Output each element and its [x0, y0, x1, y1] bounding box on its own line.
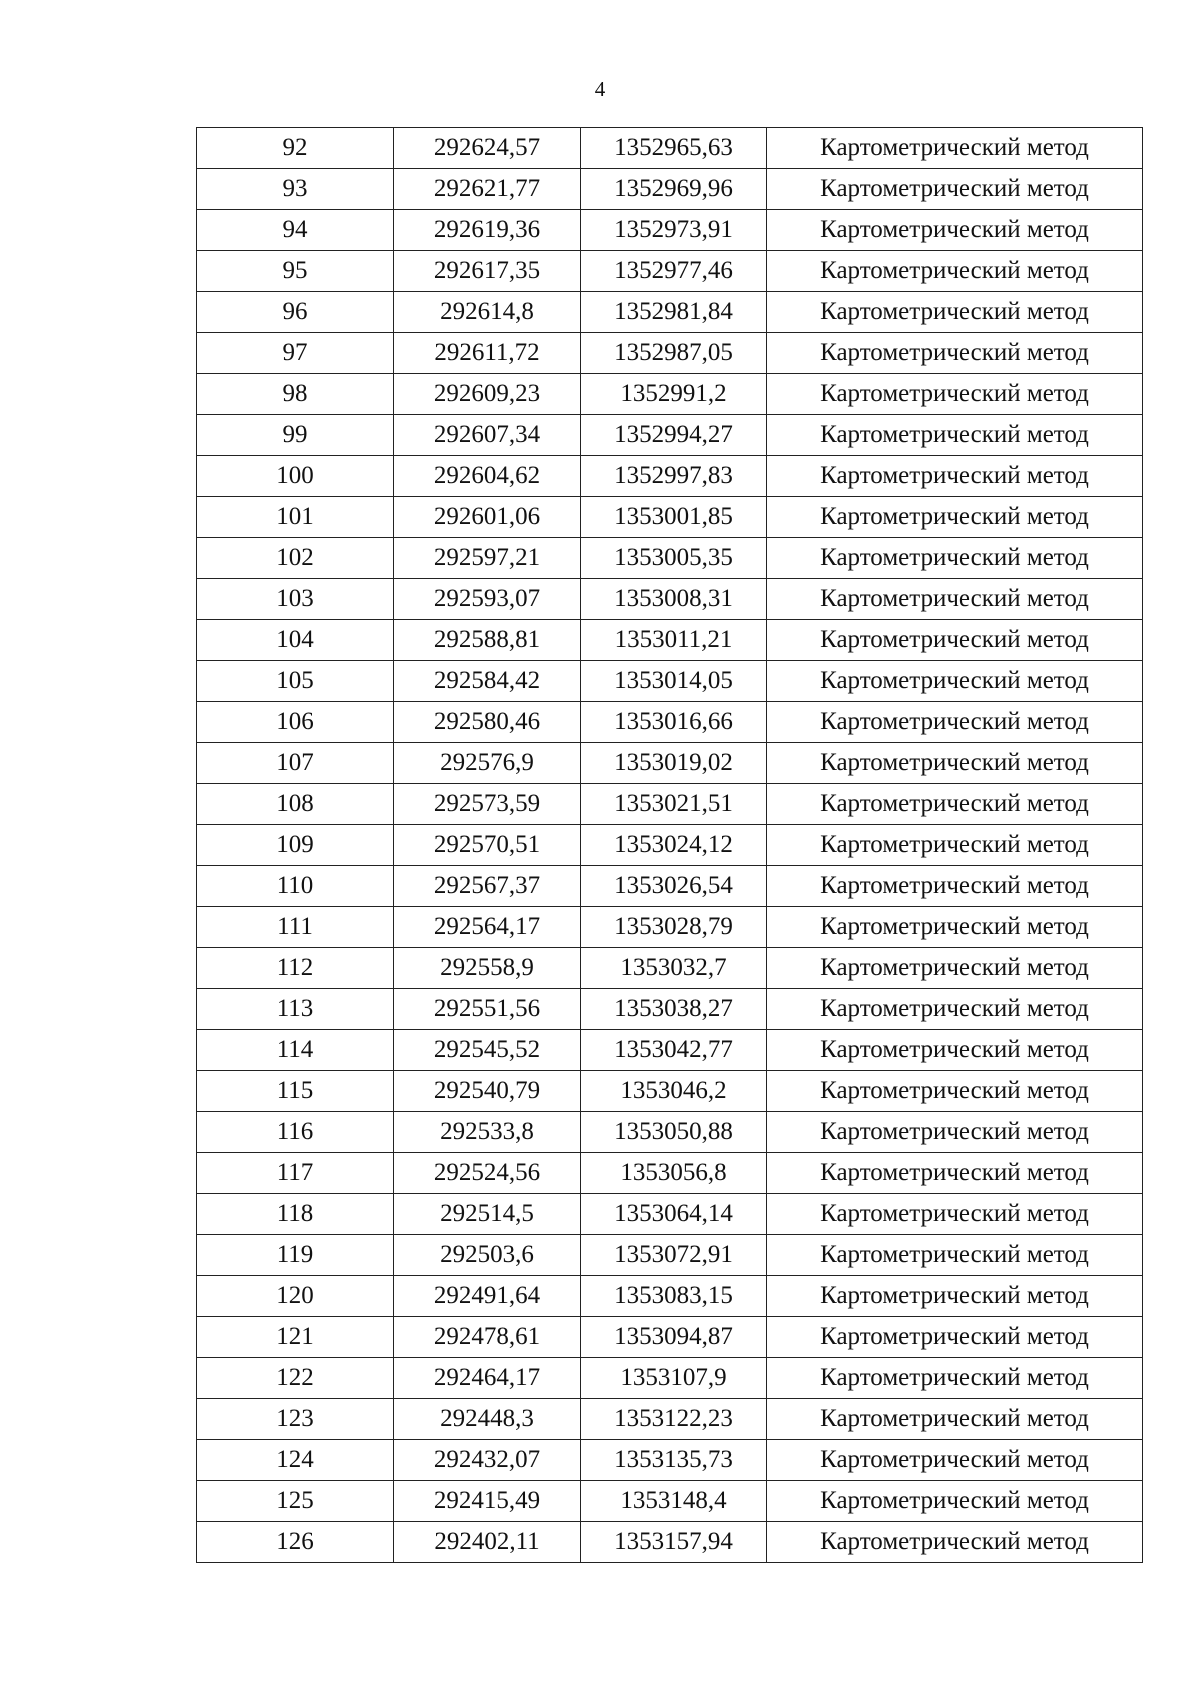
x-coordinate-cell: 292448,3: [394, 1399, 581, 1440]
x-coordinate-cell: 292619,36: [394, 210, 581, 251]
method-cell: Картометрический метод: [767, 661, 1143, 702]
method-cell: Картометрический метод: [767, 1112, 1143, 1153]
point-number-cell: 108: [197, 784, 394, 825]
y-coordinate-cell: 1352987,05: [581, 333, 767, 374]
table-row: [197, 825, 1143, 866]
method-cell: Картометрический метод: [767, 210, 1143, 251]
table-row: [197, 989, 1143, 1030]
table-row: [197, 743, 1143, 784]
x-coordinate-cell: 292588,81: [394, 620, 581, 661]
method-cell: Картометрический метод: [767, 333, 1143, 374]
point-number-cell: 101: [197, 497, 394, 538]
table-row: [197, 1358, 1143, 1399]
point-number-cell: 106: [197, 702, 394, 743]
method-cell: Картометрический метод: [767, 784, 1143, 825]
method-cell: Картометрический метод: [767, 1194, 1143, 1235]
point-number-cell: 125: [197, 1481, 394, 1522]
point-number-cell: 123: [197, 1399, 394, 1440]
method-cell: Картометрический метод: [767, 1522, 1143, 1563]
y-coordinate-cell: 1353046,2: [581, 1071, 767, 1112]
table-row: [197, 1522, 1143, 1563]
y-coordinate-cell: 1352991,2: [581, 374, 767, 415]
x-coordinate-cell: 292564,17: [394, 907, 581, 948]
x-coordinate-cell: 292432,07: [394, 1440, 581, 1481]
x-coordinate-cell: 292597,21: [394, 538, 581, 579]
point-number-cell: 115: [197, 1071, 394, 1112]
table-row: [197, 374, 1143, 415]
method-cell: Картометрический метод: [767, 538, 1143, 579]
table-row: [197, 866, 1143, 907]
x-coordinate-cell: 292567,37: [394, 866, 581, 907]
table-row: [197, 620, 1143, 661]
y-coordinate-cell: 1353014,05: [581, 661, 767, 702]
method-cell: Картометрический метод: [767, 128, 1143, 169]
y-coordinate-cell: 1353148,4: [581, 1481, 767, 1522]
y-coordinate-cell: 1352965,63: [581, 128, 767, 169]
table-row: [197, 456, 1143, 497]
point-number-cell: 124: [197, 1440, 394, 1481]
y-coordinate-cell: 1353122,23: [581, 1399, 767, 1440]
x-coordinate-cell: 292584,42: [394, 661, 581, 702]
point-number-cell: 121: [197, 1317, 394, 1358]
y-coordinate-cell: 1353005,35: [581, 538, 767, 579]
point-number-cell: 112: [197, 948, 394, 989]
y-coordinate-cell: 1352981,84: [581, 292, 767, 333]
table-row: [197, 210, 1143, 251]
table-row: [197, 948, 1143, 989]
table-row: [197, 333, 1143, 374]
point-number-cell: 110: [197, 866, 394, 907]
method-cell: Картометрический метод: [767, 374, 1143, 415]
method-cell: Картометрический метод: [767, 825, 1143, 866]
x-coordinate-cell: 292621,77: [394, 169, 581, 210]
coordinates-table-body: [197, 128, 1143, 1563]
x-coordinate-cell: 292540,79: [394, 1071, 581, 1112]
method-cell: Картометрический метод: [767, 1153, 1143, 1194]
y-coordinate-cell: 1353157,94: [581, 1522, 767, 1563]
method-cell: Картометрический метод: [767, 1235, 1143, 1276]
y-coordinate-cell: 1353107,9: [581, 1358, 767, 1399]
x-coordinate-cell: 292604,62: [394, 456, 581, 497]
y-coordinate-cell: 1352994,27: [581, 415, 767, 456]
x-coordinate-cell: 292478,61: [394, 1317, 581, 1358]
table-row: [197, 415, 1143, 456]
method-cell: Картометрический метод: [767, 1440, 1143, 1481]
point-number-cell: 120: [197, 1276, 394, 1317]
method-cell: Картометрический метод: [767, 169, 1143, 210]
method-cell: Картометрический метод: [767, 1399, 1143, 1440]
point-number-cell: 126: [197, 1522, 394, 1563]
method-cell: Картометрический метод: [767, 1317, 1143, 1358]
x-coordinate-cell: 292402,11: [394, 1522, 581, 1563]
method-cell: Картометрический метод: [767, 1276, 1143, 1317]
point-number-cell: 97: [197, 333, 394, 374]
table-row: [197, 538, 1143, 579]
x-coordinate-cell: 292464,17: [394, 1358, 581, 1399]
point-number-cell: 96: [197, 292, 394, 333]
y-coordinate-cell: 1353094,87: [581, 1317, 767, 1358]
table-row: [197, 1317, 1143, 1358]
y-coordinate-cell: 1353028,79: [581, 907, 767, 948]
point-number-cell: 92: [197, 128, 394, 169]
table-row: [197, 702, 1143, 743]
y-coordinate-cell: 1353050,88: [581, 1112, 767, 1153]
y-coordinate-cell: 1353032,7: [581, 948, 767, 989]
y-coordinate-cell: 1353021,51: [581, 784, 767, 825]
method-cell: Картометрический метод: [767, 292, 1143, 333]
x-coordinate-cell: 292607,34: [394, 415, 581, 456]
y-coordinate-cell: 1353056,8: [581, 1153, 767, 1194]
table-row: [197, 1276, 1143, 1317]
x-coordinate-cell: 292524,56: [394, 1153, 581, 1194]
y-coordinate-cell: 1352997,83: [581, 456, 767, 497]
y-coordinate-cell: 1353016,66: [581, 702, 767, 743]
method-cell: Картометрический метод: [767, 1071, 1143, 1112]
y-coordinate-cell: 1353011,21: [581, 620, 767, 661]
point-number-cell: 100: [197, 456, 394, 497]
table-row: [197, 128, 1143, 169]
x-coordinate-cell: 292415,49: [394, 1481, 581, 1522]
point-number-cell: 109: [197, 825, 394, 866]
y-coordinate-cell: 1353072,91: [581, 1235, 767, 1276]
y-coordinate-cell: 1353135,73: [581, 1440, 767, 1481]
point-number-cell: 105: [197, 661, 394, 702]
x-coordinate-cell: 292533,8: [394, 1112, 581, 1153]
x-coordinate-cell: 292624,57: [394, 128, 581, 169]
x-coordinate-cell: 292609,23: [394, 374, 581, 415]
method-cell: Картометрический метод: [767, 620, 1143, 661]
x-coordinate-cell: 292611,72: [394, 333, 581, 374]
table-row: [197, 292, 1143, 333]
point-number-cell: 107: [197, 743, 394, 784]
x-coordinate-cell: 292545,52: [394, 1030, 581, 1071]
point-number-cell: 113: [197, 989, 394, 1030]
x-coordinate-cell: 292601,06: [394, 497, 581, 538]
method-cell: Картометрический метод: [767, 948, 1143, 989]
method-cell: Картометрический метод: [767, 497, 1143, 538]
method-cell: Картометрический метод: [767, 415, 1143, 456]
table-row: [197, 1112, 1143, 1153]
table-row: [197, 1030, 1143, 1071]
page-number: 4: [594, 77, 606, 101]
method-cell: Картометрический метод: [767, 251, 1143, 292]
point-number-cell: 119: [197, 1235, 394, 1276]
table-row: [197, 251, 1143, 292]
y-coordinate-cell: 1352977,46: [581, 251, 767, 292]
method-cell: Картометрический метод: [767, 456, 1143, 497]
y-coordinate-cell: 1353026,54: [581, 866, 767, 907]
table-row: [197, 579, 1143, 620]
y-coordinate-cell: 1352973,91: [581, 210, 767, 251]
point-number-cell: 99: [197, 415, 394, 456]
y-coordinate-cell: 1353038,27: [581, 989, 767, 1030]
point-number-cell: 93: [197, 169, 394, 210]
method-cell: Картометрический метод: [767, 1030, 1143, 1071]
table-row: [197, 497, 1143, 538]
table-row: [197, 1194, 1143, 1235]
x-coordinate-cell: 292514,5: [394, 1194, 581, 1235]
table-row: [197, 1235, 1143, 1276]
point-number-cell: 103: [197, 579, 394, 620]
point-number-cell: 116: [197, 1112, 394, 1153]
table-row: [197, 1153, 1143, 1194]
table-row: [197, 784, 1143, 825]
x-coordinate-cell: 292614,8: [394, 292, 581, 333]
y-coordinate-cell: 1353001,85: [581, 497, 767, 538]
x-coordinate-cell: 292580,46: [394, 702, 581, 743]
point-number-cell: 122: [197, 1358, 394, 1399]
y-coordinate-cell: 1353019,02: [581, 743, 767, 784]
point-number-cell: 94: [197, 210, 394, 251]
y-coordinate-cell: 1353024,12: [581, 825, 767, 866]
method-cell: Картометрический метод: [767, 907, 1143, 948]
table-row: [197, 1440, 1143, 1481]
coordinates-table: [196, 127, 1143, 1563]
x-coordinate-cell: 292558,9: [394, 948, 581, 989]
point-number-cell: 114: [197, 1030, 394, 1071]
table-row: [197, 1481, 1143, 1522]
method-cell: Картометрический метод: [767, 579, 1143, 620]
method-cell: Картометрический метод: [767, 1358, 1143, 1399]
table-row: [197, 907, 1143, 948]
y-coordinate-cell: 1353008,31: [581, 579, 767, 620]
method-cell: Картометрический метод: [767, 866, 1143, 907]
x-coordinate-cell: 292576,9: [394, 743, 581, 784]
point-number-cell: 104: [197, 620, 394, 661]
y-coordinate-cell: 1352969,96: [581, 169, 767, 210]
x-coordinate-cell: 292551,56: [394, 989, 581, 1030]
point-number-cell: 95: [197, 251, 394, 292]
x-coordinate-cell: 292503,6: [394, 1235, 581, 1276]
table-row: [197, 1399, 1143, 1440]
table-row: [197, 661, 1143, 702]
x-coordinate-cell: 292573,59: [394, 784, 581, 825]
x-coordinate-cell: 292593,07: [394, 579, 581, 620]
method-cell: Картометрический метод: [767, 702, 1143, 743]
method-cell: Картометрический метод: [767, 989, 1143, 1030]
x-coordinate-cell: 292491,64: [394, 1276, 581, 1317]
x-coordinate-cell: 292617,35: [394, 251, 581, 292]
point-number-cell: 102: [197, 538, 394, 579]
point-number-cell: 117: [197, 1153, 394, 1194]
y-coordinate-cell: 1353064,14: [581, 1194, 767, 1235]
x-coordinate-cell: 292570,51: [394, 825, 581, 866]
point-number-cell: 98: [197, 374, 394, 415]
y-coordinate-cell: 1353042,77: [581, 1030, 767, 1071]
y-coordinate-cell: 1353083,15: [581, 1276, 767, 1317]
table-row: [197, 169, 1143, 210]
method-cell: Картометрический метод: [767, 1481, 1143, 1522]
point-number-cell: 111: [197, 907, 394, 948]
method-cell: Картометрический метод: [767, 743, 1143, 784]
table-row: [197, 1071, 1143, 1112]
point-number-cell: 118: [197, 1194, 394, 1235]
